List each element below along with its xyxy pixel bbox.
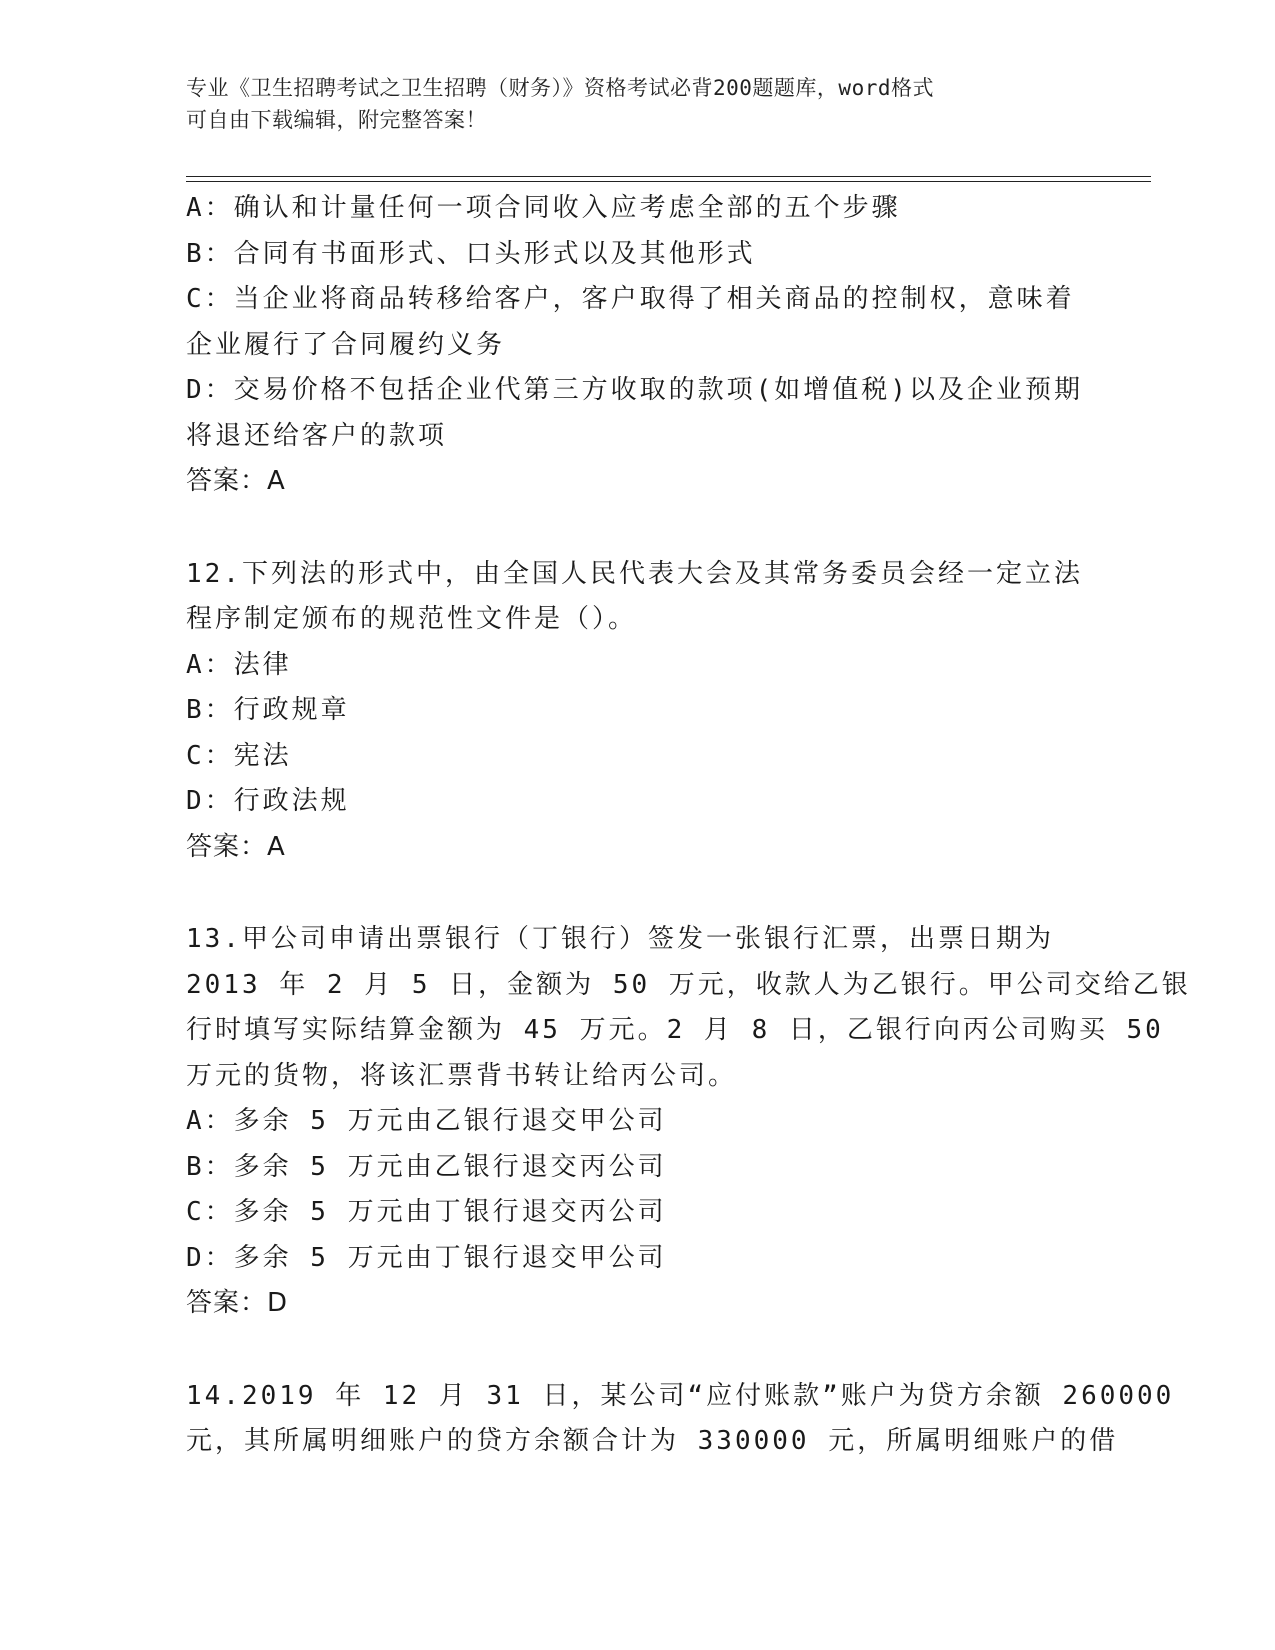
question-stem-line-1: 12.下列法的形式中，由全国人民代表大会及其常务委员会经一定立法 bbox=[186, 558, 1083, 589]
header-title-line-2: 可自由下载编辑，附完整答案！ bbox=[186, 108, 487, 132]
answer-label: 答案：A bbox=[186, 831, 286, 862]
question-stem-line-4: 万元的货物，将该汇票背书转让给丙公司。 bbox=[186, 1060, 738, 1091]
question-stem-line-1: 14.2019 年 12 月 31 日，某公司“应付账款”账户为贷方余额 260000 bbox=[186, 1380, 1175, 1411]
option-c: C：宪法 bbox=[186, 740, 292, 771]
answer-label: 答案：A bbox=[186, 466, 286, 496]
option-a: A：多余 5 万元由乙银行退交甲公司 bbox=[186, 1106, 667, 1136]
answer-label: 答案：D bbox=[186, 1288, 289, 1318]
option-b: B：合同有书面形式、口头形式以及其他形式 bbox=[186, 238, 756, 269]
option-a: A：确认和计量任何一项合同收入应考虑全部的五个步骤 bbox=[186, 193, 901, 223]
question-stem-line-2: 程序制定颁布的规范性文件是（）。 bbox=[186, 604, 638, 634]
option-d: D：多余 5 万元由丁银行退交甲公司 bbox=[186, 1242, 667, 1273]
question-stem-line-2: 元，其所属明细账户的贷方余额合计为 330000 元，所属明细账户的借 bbox=[186, 1426, 1119, 1456]
option-a: A：法律 bbox=[186, 649, 292, 680]
option-c-line-1: C：当企业将商品转移给客户，客户取得了相关商品的控制权，意味着 bbox=[186, 284, 1075, 314]
header-divider-bottom bbox=[186, 181, 1151, 182]
option-d: D：行政法规 bbox=[186, 786, 350, 816]
option-c: C：多余 5 万元由丁银行退交丙公司 bbox=[186, 1197, 667, 1227]
question-stem-line-1: 13.甲公司申请出票银行（丁银行）签发一张银行汇票，出票日期为 bbox=[186, 924, 1054, 954]
option-d-line-1: D：交易价格不包括企业代第三方收取的款项(如增值税)以及企业预期 bbox=[186, 375, 1083, 405]
question-body bbox=[186, 186, 1191, 1465]
option-b: B：多余 5 万元由乙银行退交丙公司 bbox=[186, 1151, 667, 1182]
question-12 bbox=[186, 552, 1086, 871]
header-title-line-1: 专业《卫生招聘考试之卫生招聘（财务）》资格考试必背200题题库，word格式 bbox=[186, 76, 934, 100]
question-spacer bbox=[186, 1327, 1086, 1374]
document-header bbox=[186, 72, 1066, 136]
option-c-line-2: 企业履行了合同履约义务 bbox=[186, 329, 506, 360]
question-spacer bbox=[186, 505, 1086, 552]
question-stem-line-3: 行时填写实际结算金额为 45 万元。2 月 8 日，乙银行向丙公司购买 50 bbox=[186, 1015, 1164, 1045]
question-11 bbox=[186, 186, 1086, 505]
option-d-line-2: 将退还给客户的款项 bbox=[186, 420, 448, 451]
header-divider-top bbox=[186, 176, 1151, 177]
option-b: B：行政规章 bbox=[186, 695, 350, 725]
question-spacer bbox=[186, 870, 1086, 917]
question-14 bbox=[186, 1374, 1175, 1465]
question-13 bbox=[186, 917, 1191, 1327]
question-stem-line-2: 2013 年 2 月 5 日，金额为 50 万元，收款人为乙银行。甲公司交给乙银 bbox=[186, 969, 1191, 1000]
